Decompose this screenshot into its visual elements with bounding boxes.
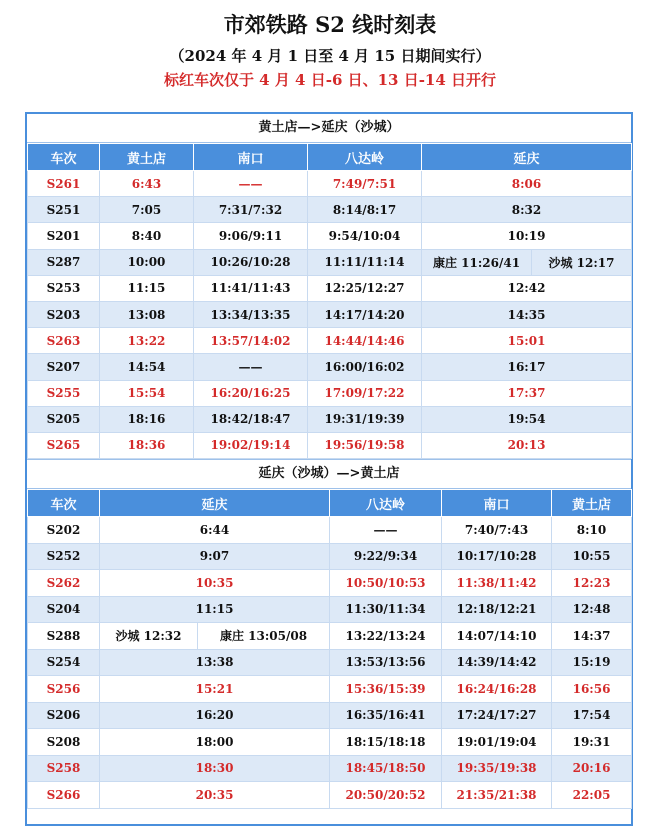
- table-row: [28, 517, 632, 544]
- table-row: [28, 197, 632, 223]
- time-cell: 13:57/14:02: [194, 328, 308, 354]
- time-cell: 14:37: [552, 623, 632, 650]
- time-cell: 9:07: [100, 543, 330, 570]
- header-station: 延庆: [422, 144, 632, 171]
- table-row: [28, 729, 632, 756]
- time-cell: 11:15: [100, 275, 194, 301]
- time-cell: 14:35: [422, 301, 632, 327]
- time-cell: 12:18/12:21: [442, 596, 552, 623]
- time-cell: ——: [194, 171, 308, 197]
- table-row: [28, 171, 632, 197]
- table-row: [28, 570, 632, 597]
- time-cell: 14:54: [100, 354, 194, 380]
- train-number: S255: [28, 380, 100, 406]
- time-cell: 19:56/19:58: [308, 432, 422, 458]
- time-cell: 15:01: [422, 328, 632, 354]
- time-cell: 15:36/15:39: [330, 676, 442, 703]
- time-cell: 8:32: [422, 197, 632, 223]
- train-number: S201: [28, 223, 100, 249]
- time-cell: 18:00: [100, 729, 330, 756]
- train-number: S258: [28, 755, 100, 782]
- time-cell: 11:15: [100, 596, 330, 623]
- page-title: 市郊铁路 S2 线时刻表: [223, 12, 437, 37]
- red-train-note: 标红车次仅于 4 月 4 日-6 日、13 日-14 日开行: [163, 71, 497, 89]
- time-cell: 8:06: [422, 171, 632, 197]
- time-cell: 15:21: [100, 676, 330, 703]
- time-cell: 10:17/10:28: [442, 543, 552, 570]
- time-cell: 13:08: [100, 301, 194, 327]
- time-cell: 16:20: [100, 702, 330, 729]
- train-number: S206: [28, 702, 100, 729]
- header-station: 南口: [442, 490, 552, 517]
- table-row: [28, 354, 632, 380]
- header-station: 八达岭: [330, 490, 442, 517]
- outbound-header-row: [28, 144, 632, 171]
- time-cell: 10:35: [100, 570, 330, 597]
- time-cell: 10:00: [100, 249, 194, 275]
- train-number: S203: [28, 301, 100, 327]
- time-cell: 15:54: [100, 380, 194, 406]
- train-number: S205: [28, 406, 100, 432]
- time-cell: 20:35: [100, 782, 330, 809]
- time-cell: 10:55: [552, 543, 632, 570]
- train-number: S261: [28, 171, 100, 197]
- table-row: [28, 623, 632, 650]
- inbound-timetable: [27, 489, 632, 809]
- table-row: [28, 596, 632, 623]
- train-number: S207: [28, 354, 100, 380]
- train-number: S202: [28, 517, 100, 544]
- table-row: [28, 702, 632, 729]
- table-row: [28, 249, 632, 275]
- time-cell: 8:14/8:17: [308, 197, 422, 223]
- time-cell: 9:22/9:34: [330, 543, 442, 570]
- time-cell: 16:56: [552, 676, 632, 703]
- time-cell: 19:31/19:39: [308, 406, 422, 432]
- time-cell: 11:11/11:14: [308, 249, 422, 275]
- time-cell: 19:35/19:38: [442, 755, 552, 782]
- train-number: S204: [28, 596, 100, 623]
- time-cell: 沙城 12:32: [100, 623, 198, 650]
- time-cell: 20:13: [422, 432, 632, 458]
- header-station: 南口: [194, 144, 308, 171]
- time-cell: 18:42/18:47: [194, 406, 308, 432]
- time-cell: 9:06/9:11: [194, 223, 308, 249]
- table-row: [28, 301, 632, 327]
- time-cell: 17:24/17:27: [442, 702, 552, 729]
- train-number: S266: [28, 782, 100, 809]
- time-cell: 6:43: [100, 171, 194, 197]
- time-cell: 13:34/13:35: [194, 301, 308, 327]
- time-cell: 8:40: [100, 223, 194, 249]
- time-cell: 10:50/10:53: [330, 570, 442, 597]
- train-number: S208: [28, 729, 100, 756]
- train-number: S256: [28, 676, 100, 703]
- time-cell: 沙城 12:17: [532, 249, 632, 275]
- time-cell: 10:19: [422, 223, 632, 249]
- inbound-section-title: 延庆（沙城）—>黄土店: [27, 459, 631, 489]
- time-cell: 16:35/16:41: [330, 702, 442, 729]
- table-row: [28, 543, 632, 570]
- time-cell: 12:23: [552, 570, 632, 597]
- time-cell: 21:35/21:38: [442, 782, 552, 809]
- time-cell: 14:39/14:42: [442, 649, 552, 676]
- inbound-header-row: [28, 490, 632, 517]
- header-station: 黄土店: [100, 144, 194, 171]
- time-cell: ——: [330, 517, 442, 544]
- train-number: S287: [28, 249, 100, 275]
- header-train: 车次: [28, 490, 100, 517]
- time-cell: 14:44/14:46: [308, 328, 422, 354]
- table-row: [28, 328, 632, 354]
- train-number: S263: [28, 328, 100, 354]
- time-cell: 19:02/19:14: [194, 432, 308, 458]
- time-cell: 19:31: [552, 729, 632, 756]
- time-cell: 18:16: [100, 406, 194, 432]
- train-number: S253: [28, 275, 100, 301]
- time-cell: 7:05: [100, 197, 194, 223]
- time-cell: 12:48: [552, 596, 632, 623]
- time-cell: 16:24/16:28: [442, 676, 552, 703]
- time-cell: 20:16: [552, 755, 632, 782]
- time-cell: 11:30/11:34: [330, 596, 442, 623]
- time-cell: 13:22/13:24: [330, 623, 442, 650]
- outbound-rows: [28, 171, 632, 459]
- table-row: [28, 380, 632, 406]
- time-cell: 17:37: [422, 380, 632, 406]
- time-cell: 16:20/16:25: [194, 380, 308, 406]
- time-cell: 14:07/14:10: [442, 623, 552, 650]
- time-cell: 22:05: [552, 782, 632, 809]
- validity-period: （2024 年 4 月 1 日至 4 月 15 日期间实行）: [169, 47, 491, 65]
- time-cell: 13:53/13:56: [330, 649, 442, 676]
- time-cell: 11:41/11:43: [194, 275, 308, 301]
- outbound-section-title: 黄土店—>延庆（沙城）: [27, 114, 631, 143]
- table-row: [28, 275, 632, 301]
- train-number: S288: [28, 623, 100, 650]
- time-cell: 15:19: [552, 649, 632, 676]
- time-cell: 19:01/19:04: [442, 729, 552, 756]
- time-cell: 16:00/16:02: [308, 354, 422, 380]
- train-number: S262: [28, 570, 100, 597]
- time-cell: 12:42: [422, 275, 632, 301]
- time-cell: 14:17/14:20: [308, 301, 422, 327]
- table-row: [28, 755, 632, 782]
- outbound-timetable: [27, 143, 632, 459]
- inbound-rows: [28, 517, 632, 809]
- time-cell: 13:38: [100, 649, 330, 676]
- time-cell: 7:31/7:32: [194, 197, 308, 223]
- time-cell: 18:36: [100, 432, 194, 458]
- time-cell: 10:26/10:28: [194, 249, 308, 275]
- time-cell: 20:50/20:52: [330, 782, 442, 809]
- time-cell: 7:49/7:51: [308, 171, 422, 197]
- time-cell: 17:54: [552, 702, 632, 729]
- time-cell: 16:17: [422, 354, 632, 380]
- train-number: S254: [28, 649, 100, 676]
- time-cell: 11:38/11:42: [442, 570, 552, 597]
- time-cell: 6:44: [100, 517, 330, 544]
- header-station: 黄土店: [552, 490, 632, 517]
- time-cell: 9:54/10:04: [308, 223, 422, 249]
- train-number: S252: [28, 543, 100, 570]
- time-cell: 17:09/17:22: [308, 380, 422, 406]
- header-station: 延庆: [100, 490, 330, 517]
- time-cell: 康庄 13:05/08: [198, 623, 330, 650]
- page-header: [0, 0, 660, 92]
- table-row: [28, 406, 632, 432]
- table-row: [28, 676, 632, 703]
- header-train: 车次: [28, 144, 100, 171]
- time-cell: 19:54: [422, 406, 632, 432]
- header-station: 八达岭: [308, 144, 422, 171]
- time-cell: 18:45/18:50: [330, 755, 442, 782]
- time-cell: 18:30: [100, 755, 330, 782]
- timetable-frame: [25, 112, 633, 826]
- time-cell: 7:40/7:43: [442, 517, 552, 544]
- table-row: [28, 223, 632, 249]
- train-number: S251: [28, 197, 100, 223]
- table-row: [28, 432, 632, 458]
- train-number: S265: [28, 432, 100, 458]
- table-row: [28, 782, 632, 809]
- time-cell: 18:15/18:18: [330, 729, 442, 756]
- time-cell: 8:10: [552, 517, 632, 544]
- time-cell: 12:25/12:27: [308, 275, 422, 301]
- time-cell: 13:22: [100, 328, 194, 354]
- time-cell: 康庄 11:26/41: [422, 249, 532, 275]
- table-row: [28, 649, 632, 676]
- time-cell: ——: [194, 354, 308, 380]
